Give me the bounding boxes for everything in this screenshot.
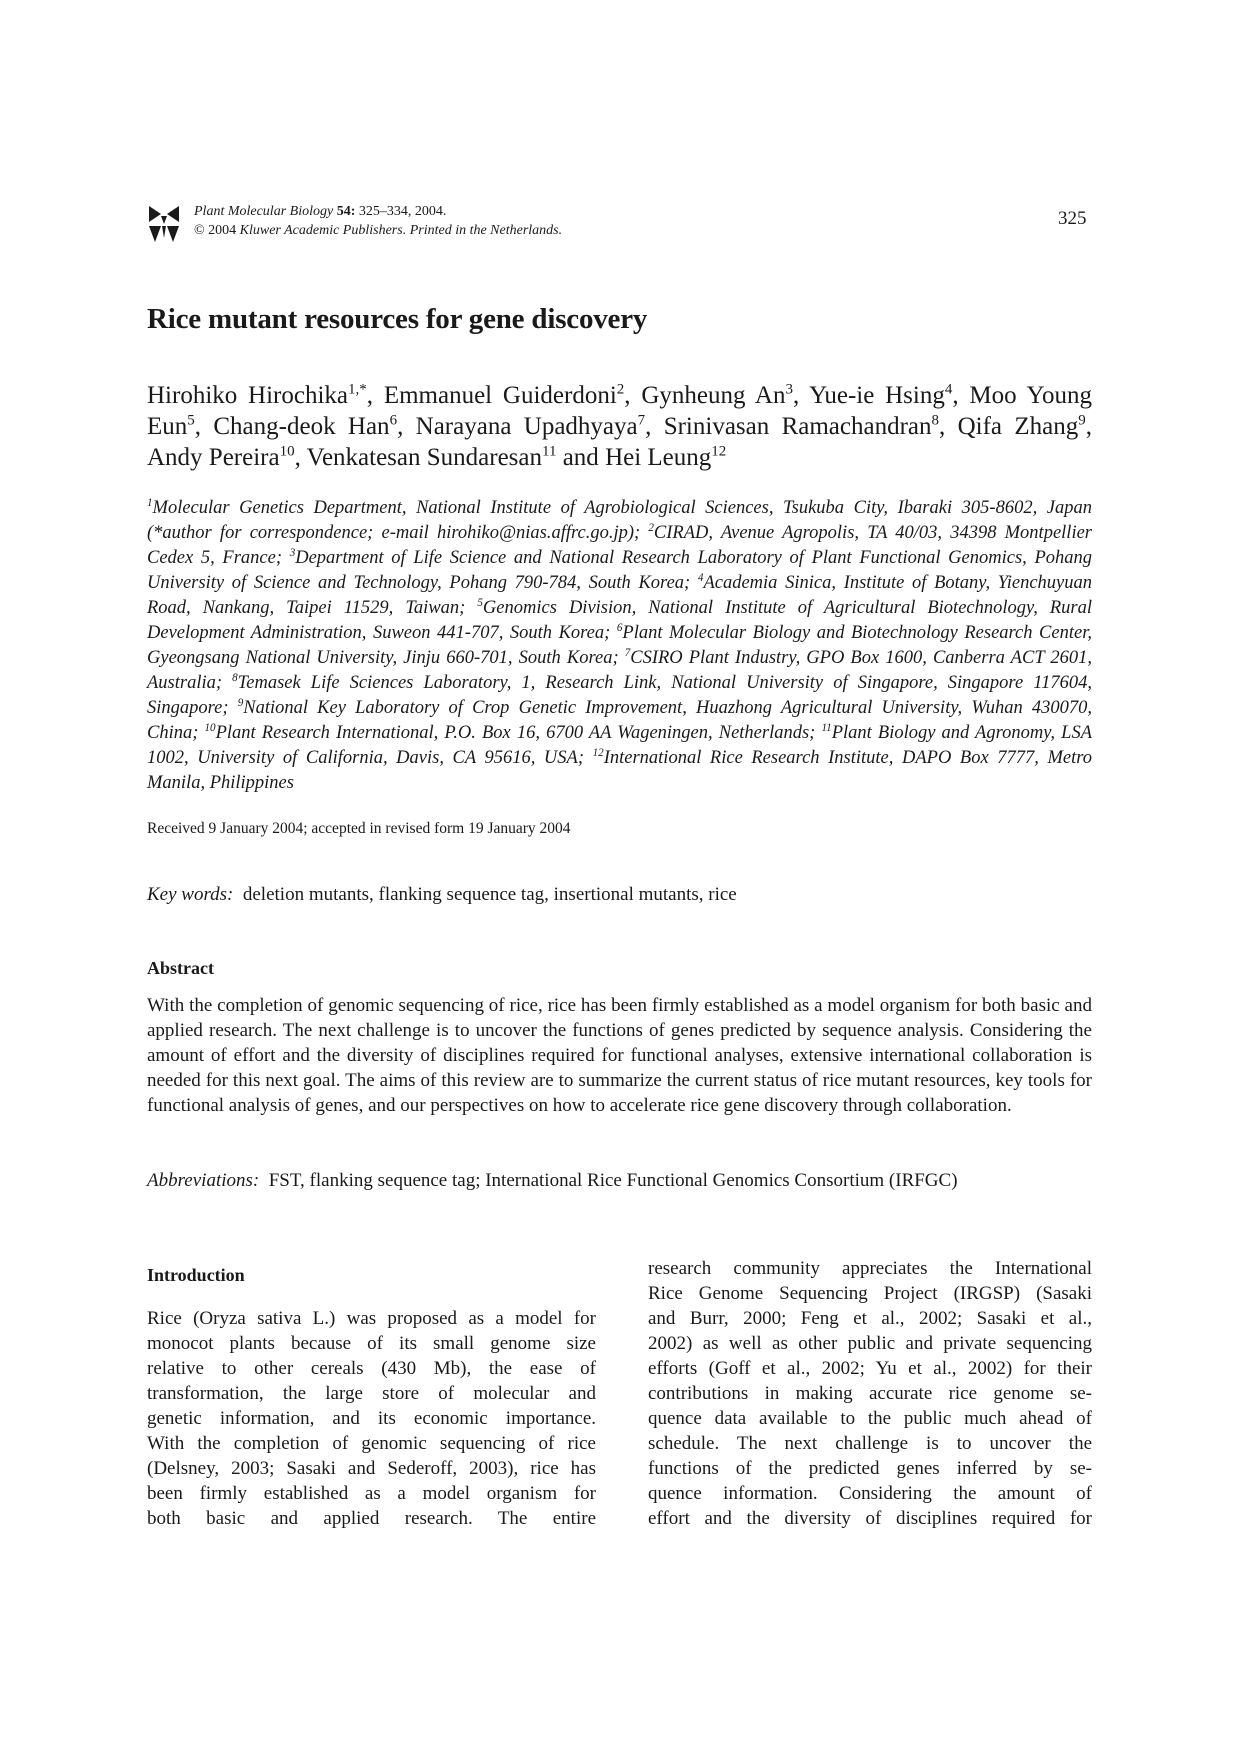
affiliation-text: Plant Biology and Agronomy, LSA 1002, University of California, Davis, CA 95616, USA; [147, 723, 1092, 768]
text-line: both basic and applied research. The entire [147, 1508, 596, 1529]
affiliation-mark: 3 [289, 546, 296, 559]
introduction-column-left [147, 1306, 596, 1531]
text-line: genetic information, and its economic importance. [147, 1408, 596, 1429]
affiliation-text: Plant Research International, P.O. Box 16, 6700 AA Wageningen, Netherlands; [215, 723, 822, 743]
text-line: 2002) as well as other public and private sequencing [648, 1333, 1092, 1354]
journal-citation [194, 202, 562, 240]
abbreviations-text: FST, flanking sequence tag; International Rice Functional Genomics Consortium (IRFGC) [268, 1170, 958, 1191]
text-line: monocot plants because of its small genome size [147, 1333, 596, 1354]
text-line: been firmly established as a model organism for [147, 1483, 596, 1504]
affiliation-mark: 11 [821, 721, 832, 734]
affiliation-text: Genomics Division, National Institute of Agricultural Biotechnology, Rural Development Administration, Suweon 441-707, South Korea; [147, 598, 1093, 643]
author-name: Hei Leung [605, 444, 712, 471]
author-name: Chang-deok Han [213, 413, 390, 440]
affiliation-mark: 7 [624, 646, 631, 659]
text-line: functions of the predicted genes inferred by se- [648, 1458, 1092, 1479]
keywords-text: deletion mutants, flanking sequence tag, insertional mutants, rice [242, 884, 737, 905]
publisher-logo-icon [147, 204, 181, 244]
author-name: Gynheung An [641, 382, 786, 409]
author-mark: 9 [1078, 412, 1086, 429]
affiliation-mark: 12 [592, 746, 604, 759]
author-mark: 10 [279, 443, 295, 460]
affiliation-mark: 8 [232, 671, 238, 684]
affiliation-mark: 2 [648, 521, 654, 534]
author-mark: 7 [637, 412, 646, 429]
abbreviations [147, 1170, 958, 1192]
text-line: transformation, the large store of molecular and [147, 1383, 596, 1404]
author-mark: 11 [542, 443, 557, 460]
affiliation-mark: 1 [147, 496, 153, 509]
journal-volume: 54: [336, 204, 356, 219]
affiliation-text: Temasek Life Sciences Laboratory, 1, Research Link, National University of Singapore, Singapore 117604, Singapore; [147, 673, 1092, 718]
affiliation-mark: 9 [237, 696, 244, 709]
journal-pages-year: 325–334, 2004. [355, 204, 447, 219]
text-line: With the completion of genomic sequencing of rice [147, 1433, 596, 1454]
text-line: quence data available to the public much ahead of [648, 1408, 1092, 1429]
publisher-line: Kluwer Academic Publishers. Printed in the Netherlands. [239, 223, 563, 238]
affiliation-text: Academia Sinica, Institute of Botany, Yienchuyuan Road, Nankang, Taipei 11529, Taiwan; [147, 573, 1093, 618]
author-mark: 12 [711, 443, 727, 460]
text-line: quence information. Considering the amount of [648, 1483, 1092, 1504]
affiliation-text: Molecular Genetics Department, National Institute of Agrobiological Sciences, Tsukuba City, Ibaraki 305-8602, Japan (*author for correspondence; e-mail hirohiko@nias.affrc.go.jp); [147, 498, 1092, 543]
text-line: schedule. The next challenge is to uncover the [648, 1433, 1092, 1454]
affiliation-text: National Key Laboratory of Crop Genetic Improvement, Huazhong Agricultural University, Wuhan 430070, China; [147, 698, 1092, 743]
author-mark: 4 [944, 381, 953, 398]
text-line: Rice Genome Sequencing Project (IRGSP) (Sasaki [648, 1283, 1092, 1304]
author-name: Moo Young Eun [147, 382, 1093, 440]
affiliation-text: CSIRO Plant Industry, GPO Box 1600, Canberra ACT 2601, Australia; [147, 648, 1092, 693]
affiliation-text: CIRAD, Avenue Agropolis, TA 40/03, 34398 Montpellier Cedex 5, France; [147, 523, 1092, 568]
text-line: efforts (Goff et al., 2002; Yu et al., 2002) for their [648, 1358, 1092, 1379]
author-name: Qifa Zhang [957, 413, 1079, 440]
author-mark: 5 [187, 412, 195, 429]
keywords [147, 884, 737, 906]
author-mark: 2 [616, 381, 625, 398]
author-name: Hirohiko Hirochika [147, 382, 349, 409]
affiliation-mark: 6 [616, 621, 623, 634]
author-mark: 8 [931, 412, 940, 429]
author-name: Andy Pereira [147, 444, 280, 471]
author-name: Emmanuel Guiderdoni [383, 382, 617, 409]
text-line: research community appreciates the International [648, 1258, 1092, 1279]
affiliation-mark: 10 [204, 721, 216, 734]
text-line: Rice (Oryza sativa L.) was proposed as a model for [147, 1308, 596, 1329]
affiliation-text: International Rice Research Institute, DAPO Box 7777, Metro Manila, Philippines [147, 748, 1092, 793]
author-mark: 6 [389, 412, 398, 429]
affiliation-mark: 4 [697, 571, 704, 584]
author-name: Narayana Upadhyaya [415, 413, 638, 440]
page-number: 325 [1058, 208, 1087, 229]
introduction-column-right [648, 1256, 1092, 1531]
introduction-heading: Introduction [147, 1265, 245, 1285]
journal-name: Plant Molecular Biology [194, 204, 334, 219]
affiliation-mark: 5 [477, 596, 483, 609]
copyright: © 2004 [194, 223, 240, 238]
received-dates: Received 9 January 2004; accepted in revised form 19 January 2004 [147, 820, 571, 837]
article-title: Rice mutant resources for gene discovery [147, 303, 648, 335]
affiliation-text: Department of Life Science and National Research Laboratory of Plant Functional Genomics, Pohang University of Science and Technology, Pohang 790-784, South Korea; [147, 548, 1093, 593]
author-list: Hirohiko Hirochika$^{1,*}$, Emmanuel Guiderdoni$^2$, Gynheung An$^3$, Yue-ie Hsing$^4$, Moo Young Eun$^5$, Chang-deok Han$^6$, Narayana Upadhyaya$^7$, Srinivasan Ramachandran$^8$, Qifa Zhang$^9$, Andy Pereira$^{10}$, Venkatesan Sundaresan$^{11}$ and Hei Leung$^{12}$ [147, 381, 1093, 471]
text-line: relative to other cereals (430 Mb), the ease of [147, 1358, 596, 1379]
abstract-text: With the completion of genomic sequencing of rice, rice has been firmly established as a model organism for both basic and applied research. The next challenge is to uncover the functions of genes predicted by sequence analysis. Considering the amount of effort and the diversity of disciplines required for functional analyses, extensive international collaboration is needed for this next goal. The aims of this review are to summarize the current status of rice mutant resources, key tools for functional analysis of genes, and our perspectives on how to accelerate rice gene discovery through collaboration. [147, 995, 1092, 1116]
text-line: contributions in making accurate rice genome se- [648, 1383, 1092, 1404]
text-line: effort and the diversity of disciplines required for [648, 1508, 1092, 1529]
keywords-label: Key words: [147, 884, 234, 905]
author-name: Yue-ie Hsing [809, 382, 945, 409]
text-line: and Burr, 2000; Feng et al., 2002; Sasaki et al., [648, 1308, 1092, 1329]
affiliation-text: Plant Molecular Biology and Biotechnology Research Center, Gyeongsang National University, Jinju 660-701, South Korea; [147, 623, 1092, 668]
author-name: Venkatesan Sundaresan [306, 444, 542, 471]
text-line: (Delsney, 2003; Sasaki and Sederoff, 2003), rice has [147, 1458, 596, 1479]
affiliations [147, 496, 1092, 796]
abstract-heading: Abstract [147, 958, 214, 978]
abbreviations-label: Abbreviations: [147, 1170, 260, 1191]
author-name: Srinivasan Ramachandran [663, 413, 932, 440]
author-mark: 3 [785, 381, 793, 398]
author-mark: 1,* [348, 381, 367, 398]
